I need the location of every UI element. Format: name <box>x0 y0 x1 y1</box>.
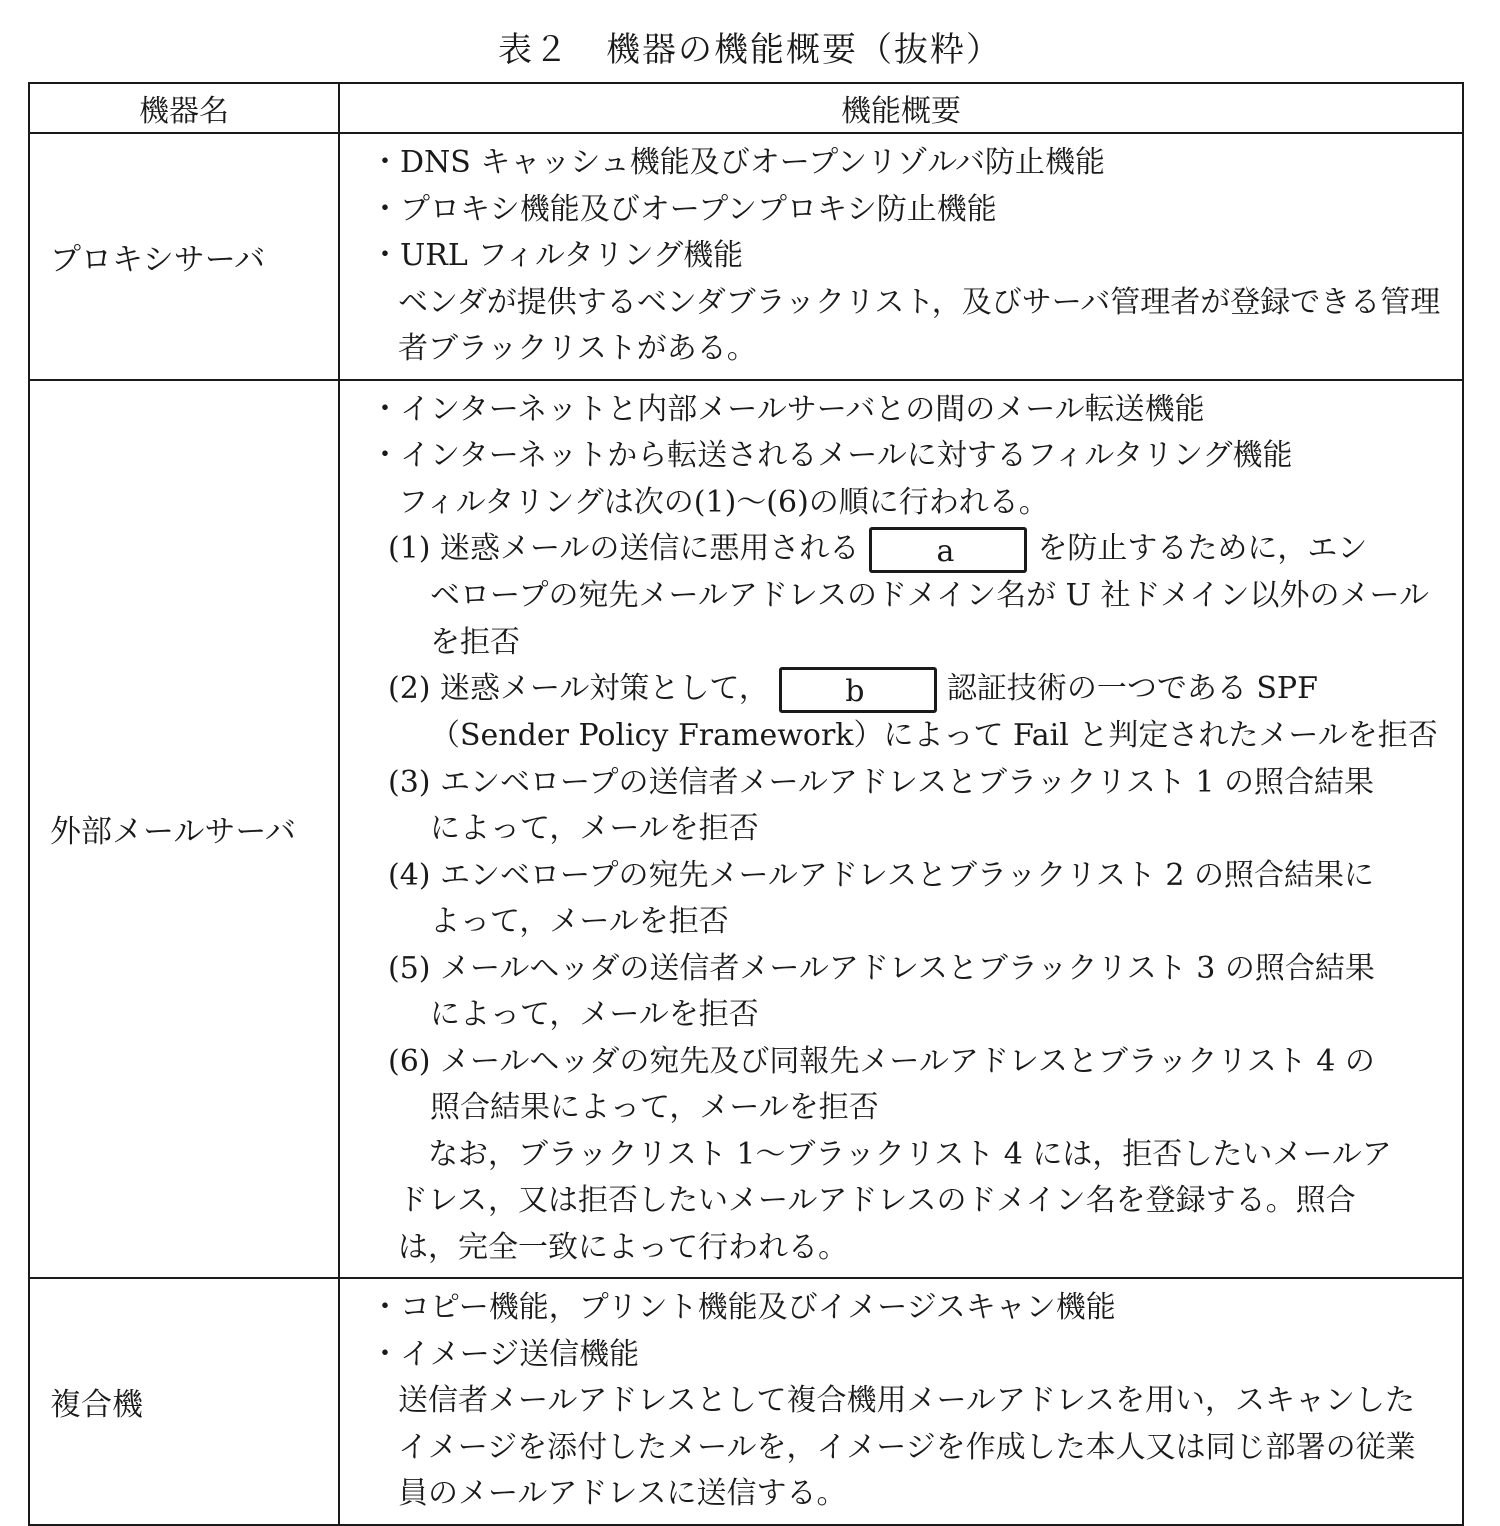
bullet-mail-transfer: ・ インターネットと内部メールサーバとの間のメール転送機能 <box>370 387 1444 434</box>
table-row-external-mail-server <box>29 380 1463 1279</box>
filter-item-2-cont: （Sender Policy Framework）によって Fail と判定されたメールを拒否 <box>430 718 1438 753</box>
function-summary-mail <box>339 380 1463 1279</box>
blank-box-a: a <box>869 527 1027 573</box>
device-name-mail: 外部メールサーバ <box>29 380 339 1279</box>
device-name-mfp: 複合機 <box>29 1278 339 1525</box>
filter-item-3-cont: によって，メールを拒否 <box>430 811 759 846</box>
filter-item-5: (5) メールヘッダの送信者メールアドレスとブラックリスト 3 の照合結果 <box>388 950 1375 986</box>
image-send-description: 送信者メールアドレスとして複合機用メールアドレスを用い，スキャンしたイメージを添付したメールを，イメージを作成した本人又は同じ部署の従業員のメールアドレスに送信する。 <box>398 1383 1416 1511</box>
filter-item-1-pre: (1) 迷惑メールの送信に悪用される <box>388 531 860 566</box>
filter-item-6: (6) メールヘッダの宛先及び同報先メールアドレスとブラックリスト 4 の <box>388 1043 1375 1079</box>
filter-item-1-cont: ベロープの宛先メールアドレスのドメイン名が U 社ドメイン以外のメールを拒否 <box>430 578 1429 660</box>
filter-item-5-cont: によって，メールを拒否 <box>430 997 759 1032</box>
device-function-table <box>28 82 1464 1526</box>
blacklist-note-line-1: なお，ブラックリスト 1〜ブラックリスト 4 には，拒否したいメールア <box>428 1136 1392 1172</box>
header-device-name: 機器名 <box>29 83 339 133</box>
bullet-copy-print-scan: ・ コピー機能，プリント機能及びイメージスキャン機能 <box>370 1285 1444 1332</box>
function-summary-proxy <box>339 133 1463 380</box>
filter-item-2 <box>388 666 1444 713</box>
header-row <box>29 83 1463 133</box>
table-caption: 表２ 機器の機能概要（抜粋） <box>498 30 1002 70</box>
bullet-mail-filtering: ・ インターネットから転送されるメールに対するフィルタリング機能 <box>370 433 1444 480</box>
blacklist-note-line-3: は，完全一致によって行われる。 <box>398 1229 848 1265</box>
table-row-mfp <box>29 1278 1463 1525</box>
filtering-intro: フィルタリングは次の(1)〜(6)の順に行われる。 <box>398 484 1049 520</box>
blank-box-b: b <box>779 667 937 713</box>
filter-item-4: (4) エンベロープの宛先メールアドレスとブラックリスト 2 の照合結果に <box>388 857 1374 893</box>
bullet-image-send: ・ イメージ送信機能 <box>370 1332 1444 1379</box>
filter-item-6-cont: 照合結果によって，メールを拒否 <box>430 1090 879 1125</box>
bullet-dns-cache: ・ DNS キャッシュ機能及びオープンリゾルバ防止機能 <box>370 140 1444 187</box>
filter-item-1-post: を防止するために，エン <box>1037 531 1368 566</box>
header-function-summary: 機能概要 <box>339 83 1463 133</box>
bullet-url-filtering: ・ URL フィルタリング機能 <box>370 233 1444 280</box>
function-summary-mfp <box>339 1278 1463 1525</box>
filter-item-2-pre: (2) 迷惑メール対策として， <box>388 671 769 706</box>
table-row-proxy-server <box>29 133 1463 380</box>
filter-item-4-cont: よって，メールを拒否 <box>430 904 729 939</box>
filter-item-1 <box>388 526 1444 573</box>
bullet-proxy-function: ・ プロキシ機能及びオープンプロキシ防止機能 <box>370 187 1444 234</box>
device-name-proxy: プロキシサーバ <box>29 133 339 380</box>
filter-item-3: (3) エンベロープの送信者メールアドレスとブラックリスト 1 の照合結果 <box>388 764 1374 800</box>
url-filtering-description: ベンダが提供するベンダブラックリスト，及びサーバ管理者が登録できる管理者ブラックリストがある。 <box>398 284 1441 366</box>
blacklist-note-line-2: ドレス，又は拒否したいメールアドレスのドメイン名を登録する。照合 <box>398 1183 1356 1218</box>
filter-item-2-post: 認証技術の一つである SPF <box>946 671 1318 706</box>
